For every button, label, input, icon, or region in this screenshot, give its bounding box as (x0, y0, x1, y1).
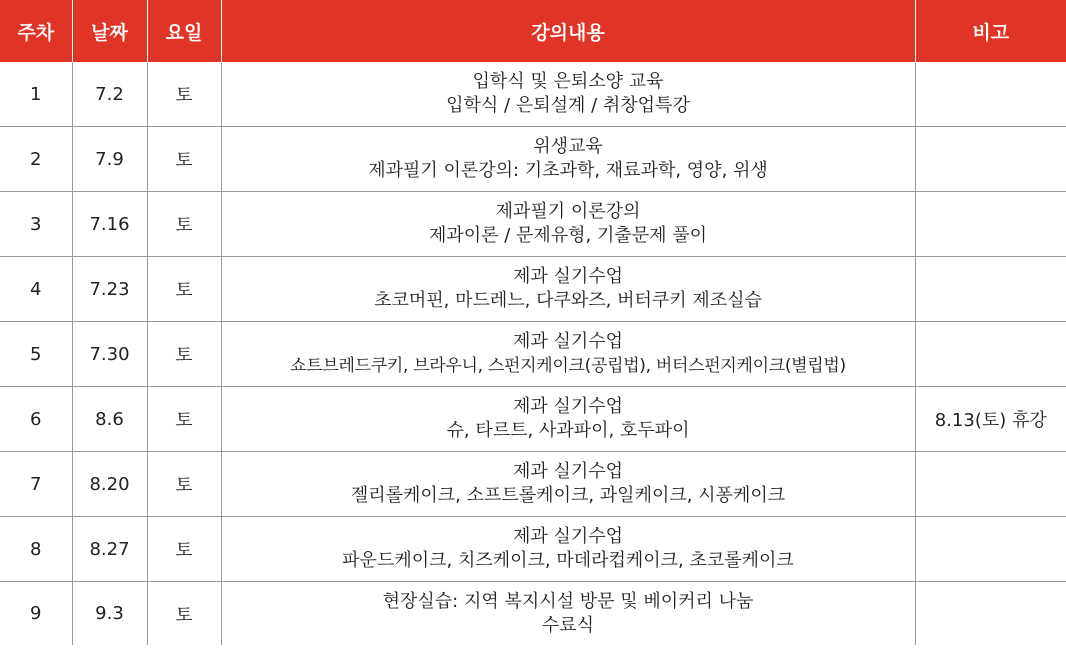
content-line-2: 입학식 / 은퇴설계 / 취창업특강 (446, 95, 690, 116)
note-cell (915, 582, 1066, 646)
note-cell (915, 127, 1066, 192)
week-cell: 1 (0, 62, 72, 127)
note-cell (915, 517, 1066, 582)
week-cell: 7 (0, 452, 72, 517)
content-line-2: 파운드케이크, 치즈케이크, 마데라컵케이크, 초코롤케이크 (342, 550, 794, 571)
content-line-1: 입학식 및 은퇴소양 교육 (472, 71, 664, 92)
date-cell: 7.30 (72, 322, 147, 387)
content-cell (221, 582, 915, 646)
date-cell: 8.27 (72, 517, 147, 582)
day-cell: 토 (147, 127, 221, 192)
content-cell (221, 257, 915, 322)
week-cell: 6 (0, 387, 72, 452)
content-line-2: 쇼트브레드쿠키, 브라우니, 스펀지케이크(공립법), 버터스펀지케이크(별립법) (290, 356, 846, 376)
week-cell: 9 (0, 582, 72, 646)
content-cell (221, 127, 915, 192)
content-line-1: 위생교육 (533, 136, 603, 157)
content-line-2: 초코머핀, 마드레느, 다쿠와즈, 버터쿠키 제조실습 (374, 290, 762, 311)
content-line-1: 제과 실기수업 (512, 396, 624, 417)
date-cell: 7.23 (72, 257, 147, 322)
table-row (0, 192, 1066, 257)
date-cell: 8.20 (72, 452, 147, 517)
note-cell (915, 452, 1066, 517)
content-line-1: 제과 실기수업 (512, 461, 624, 482)
header-content: 강의내용 (221, 0, 915, 62)
header-day: 요일 (147, 0, 221, 62)
content-line-2: 슈, 타르트, 사과파이, 호두파이 (446, 420, 690, 441)
table-row (0, 322, 1066, 387)
date-cell: 7.16 (72, 192, 147, 257)
table-row (0, 452, 1066, 517)
content-line-1: 제과 실기수업 (512, 526, 624, 547)
content-cell (221, 192, 915, 257)
header-date: 날짜 (72, 0, 147, 62)
table-row (0, 387, 1066, 452)
content-cell (221, 322, 915, 387)
content-line-2: 제과이론 / 문제유형, 기출문제 풀이 (428, 225, 708, 246)
table-row (0, 582, 1066, 646)
day-cell: 토 (147, 582, 221, 646)
header-row (0, 0, 1066, 62)
day-cell: 토 (147, 322, 221, 387)
header-note: 비고 (915, 0, 1066, 62)
content-line-1: 현장실습: 지역 복지시설 방문 및 베이커리 나눔 (382, 590, 754, 612)
week-cell: 2 (0, 127, 72, 192)
content-line-1: 제과 실기수업 (512, 331, 624, 352)
content-cell (221, 517, 915, 582)
content-line-1: 제과 실기수업 (512, 266, 624, 287)
content-cell (221, 452, 915, 517)
table-row (0, 62, 1066, 127)
content-cell (221, 387, 915, 452)
content-line-2: 제과필기 이론강의: 기초과학, 재료과학, 영양, 위생 (368, 160, 768, 181)
content-cell (221, 62, 915, 127)
date-cell: 7.9 (72, 127, 147, 192)
note-cell (915, 322, 1066, 387)
content-line-2: 젤리롤케이크, 소프트롤케이크, 과일케이크, 시퐁케이크 (350, 485, 786, 506)
content-line-1: 제과필기 이론강의 (495, 201, 641, 222)
day-cell: 토 (147, 387, 221, 452)
day-cell: 토 (147, 257, 221, 322)
note-cell (915, 257, 1066, 322)
table-row (0, 517, 1066, 582)
header-week: 주차 (0, 0, 72, 62)
date-cell: 8.6 (72, 387, 147, 452)
day-cell: 토 (147, 517, 221, 582)
date-cell: 7.2 (72, 62, 147, 127)
note-cell (915, 192, 1066, 257)
table-row (0, 127, 1066, 192)
day-cell: 토 (147, 452, 221, 517)
week-cell: 4 (0, 257, 72, 322)
week-cell: 5 (0, 322, 72, 387)
content-line-2: 수료식 (541, 614, 595, 636)
week-cell: 3 (0, 192, 72, 257)
date-cell: 9.3 (72, 582, 147, 646)
week-cell: 8 (0, 517, 72, 582)
note-cell (915, 62, 1066, 127)
day-cell: 토 (147, 62, 221, 127)
table-row (0, 257, 1066, 322)
note-cell: 8.13(토) 휴강 (915, 387, 1066, 452)
day-cell: 토 (147, 192, 221, 257)
